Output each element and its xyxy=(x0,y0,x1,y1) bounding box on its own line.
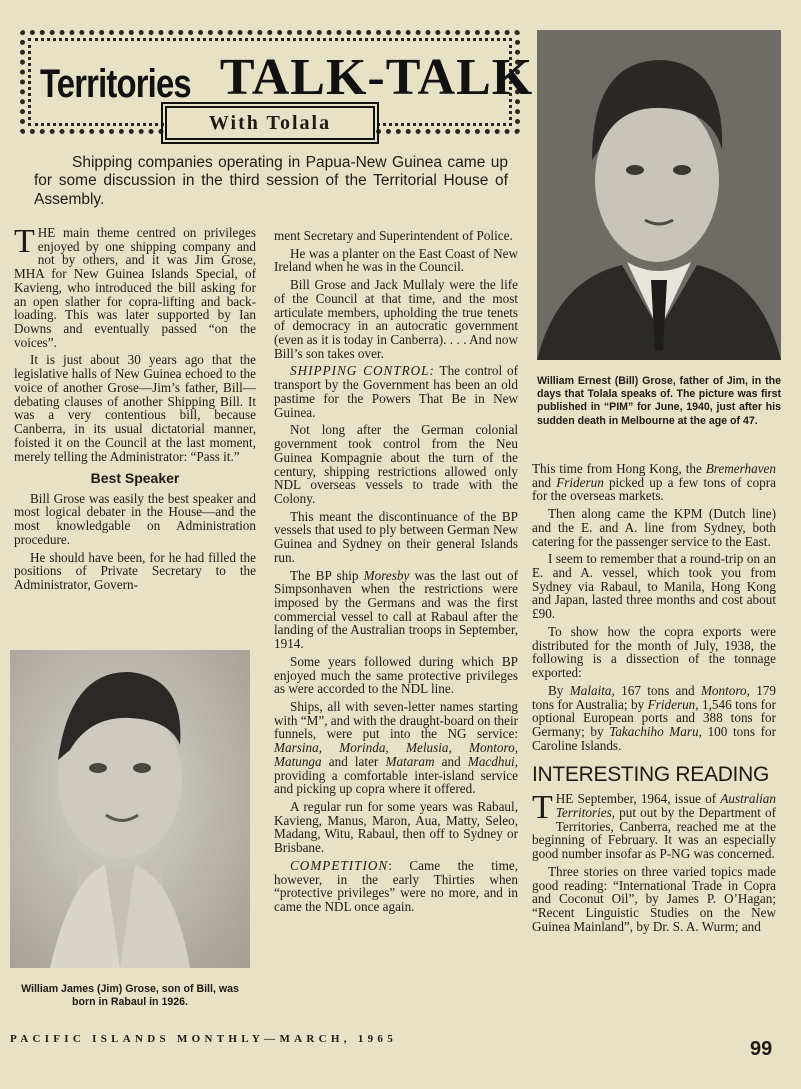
ship-name: Friderun, xyxy=(647,696,699,712)
col1-paragraph: It is just about 30 years ago that the legislative halls of New Guinea echoed to the voice of another Grose—Jim’s father, Bill—debating clauses of another Shipping Bill. It was a very contentious bill, because Canberra, in its usual dictatorial manner, foisted it on the Council at the last moment, merely telling the Administrator: “Pass it.” xyxy=(14,352,256,464)
col2-paragraph xyxy=(274,700,518,796)
col3-text: HE September, 1964, issue of xyxy=(555,791,721,807)
col3-text: and xyxy=(532,474,557,490)
publication-name: Australian Territories, xyxy=(555,791,776,820)
masthead-territories: Territories xyxy=(40,62,191,106)
ship-name: Malaita, xyxy=(569,682,615,698)
col3-text: This time from Hong Kong, the xyxy=(532,461,706,476)
portrait-jim xyxy=(10,650,250,968)
col2-paragraph: Not long after the German colonial government took control from the Neu Guinea Kompagnie about the turn of the century, shipping restrictions allowed only NDL overseas vessels to trade with the Colony. xyxy=(274,422,518,506)
col2-text: was the last out of Simpsonhaven when the restrictions were imposed by the Germans and was the first commercial vessel to call at Rabaul after the landing of the Australian troops in September, 1914. xyxy=(274,567,518,652)
col3-paragraph: Three stories on three varied topics made good reading: “International Trade in Copra and Coconut Oil”, by James P. O’Hagan; “Recent Linguistic Studies on the New Guinea Mainland”, by Dr. S. A. Wurm; and xyxy=(532,863,776,934)
col3-text: 167 tons and xyxy=(614,682,701,698)
masthead-title xyxy=(34,46,534,106)
masthead-talk-talk: TALK-TALK xyxy=(219,49,534,106)
col2-paragraph: Bill Grose and Jack Mullaly were the life of the Council at that time, and the most articulate members, upholding the true tenets of democracy in an autocratic government (even as it is today in Canberra). . . . And now Bill’s son takes over. xyxy=(274,277,518,361)
col3-paragraph xyxy=(532,462,776,503)
col3-paragraph: To show how the copra exports were distributed for the month of July, 1938, the following is a dissection of the tonnage exported: xyxy=(532,623,776,681)
intro-paragraph: Shipping companies operating in Papua-New Guinea came up for some discussion in the third session of the Territorial House of Assembly. xyxy=(34,154,508,208)
caption-bill: William Ernest (Bill) Grose, father of Jim, in the days that Tolala speaks of. The picture was first published in “PIM” for June, 1940, just after his sudden death in Melbourne at the age of 47. xyxy=(537,375,781,427)
ship-name: Mataram xyxy=(385,753,435,769)
col2-text: : Came the time, however, in the early Thirties when “protective privileges” were no more, and in came the NDL once again. xyxy=(274,857,518,915)
col1-text: HE main theme centred on privileges enjoyed by one shipping company and not by others, and it was Jim Grose, MHA for New Guinea Islands Special, of Kavieng, who introduced the bill asking for an open slather for copra-lifting and back-loading. This was later supported by Ian Downs and eventually passed “on the voices”. xyxy=(14,225,256,350)
photo-bill-grose xyxy=(537,30,781,360)
ship-name: Montoro, xyxy=(700,682,750,698)
col2-text: Ships, all with seven-letter names starting with “M”, and with the draught-board on their funnels, were put into the NG service: xyxy=(274,699,518,742)
col2-paragraph xyxy=(274,569,518,651)
col3-text: put out by the Department of Territories, Canberra, reached me at the beginning of February. It was an especially good number insofar as P-NG was concerned. xyxy=(532,804,776,862)
col2-text: providing a comfortable inter-island service and picking up copra where it offered. xyxy=(274,767,518,797)
column-3 xyxy=(532,462,776,937)
col3-text: 1,546 tons for optional European ports and 388 tons for Germany; by xyxy=(532,696,776,739)
ship-name: Takachiho Maru, xyxy=(609,723,702,739)
col3-paragraph: I seem to remember that a round-trip on an E. and A. vessel, which took you from Sydney via Rabaul, to Manila, Hong Kong and Japan, lasted three months and cost about £90. xyxy=(532,551,776,622)
col2-paragraph: He was a planter on the East Coast of New Ireland when he was in the Council. xyxy=(274,245,518,275)
ship-name: Bremerhaven xyxy=(705,461,776,476)
col3-paragraph xyxy=(532,789,776,862)
column-2 xyxy=(274,229,518,918)
column-1 xyxy=(14,223,256,596)
portrait-bill xyxy=(537,30,781,360)
col2-paragraph: Some years followed during which BP enjoyed much the same protective privileges as were accorded to the NDL line. xyxy=(274,653,518,697)
col3-text: 100 tons for Caroline Islands. xyxy=(532,723,776,753)
ship-names: Marsina, Morinda, Melusia, Montoro, Matunga xyxy=(274,740,518,769)
page-number: 99 xyxy=(750,1038,773,1060)
col2-paragraph xyxy=(274,859,518,914)
col1-paragraph: He should have been, for he had filled the positions of Private Secretary to the Administrator, Govern- xyxy=(14,549,256,593)
col1-paragraph: Bill Grose was easily the best speaker and most logical debater in the House—and the most knowledgable on Administration procedure. xyxy=(14,490,256,547)
col2-text: The BP ship xyxy=(290,567,364,583)
col2-paragraph xyxy=(274,364,518,419)
col3-text: By xyxy=(548,682,570,698)
col2-text: and xyxy=(434,753,468,769)
photo-jim-grose xyxy=(10,650,250,968)
ship-name: Moresby xyxy=(363,567,410,583)
section-heading-interesting-reading: INTERESTING READING xyxy=(532,763,769,787)
col2-text: and later xyxy=(321,753,386,769)
ship-name: Macdhui, xyxy=(467,753,519,769)
shipping-control-lead: SHIPPING CONTROL: xyxy=(290,363,435,379)
col3-text: picked up a few tons of copra for the overseas markets. xyxy=(532,474,776,504)
subhead-best-speaker: Best Speaker xyxy=(90,470,180,487)
footer-masthead: PACIFIC ISLANDS MONTHLY—MARCH, 1965 xyxy=(10,1033,398,1045)
drop-cap: T xyxy=(14,223,35,260)
col2-paragraph: ment Secretary and Superintendent of Police. xyxy=(274,228,513,243)
col2-paragraph: This meant the discontinuance of the BP vessels that used to ply between German New Guinea and Sydney on their general Islands run. xyxy=(274,508,518,565)
col1-paragraph xyxy=(14,223,256,350)
col3-paragraph: Then along came the KPM (Dutch line) and the E. and A. line from Sydney, both catering for the passenger service to the East. xyxy=(532,506,776,549)
competition-lead: COMPETITION xyxy=(290,857,389,873)
col2-paragraph: A regular run for some years was Rabaul, Kavieng, Manus, Maron, Aua, Matty, Seleo, Madang, Witu, Rabaul, then off to Sydney or Brisbane. xyxy=(274,799,518,856)
ship-name: Friderun xyxy=(556,474,604,490)
col2-text: The control of transport by the Government has been an old pastime for the Powers That Be in New Guinea. xyxy=(274,363,518,420)
col3-paragraph xyxy=(532,684,776,753)
caption-jim: William James (Jim) Grose, son of Bill, was born in Rabaul in 1926. xyxy=(21,983,239,1009)
masthead xyxy=(20,30,534,136)
drop-cap: T xyxy=(532,789,553,827)
col3-text: 179 tons for Australia; by xyxy=(532,682,777,712)
masthead-byline: With Tolala xyxy=(165,106,375,140)
